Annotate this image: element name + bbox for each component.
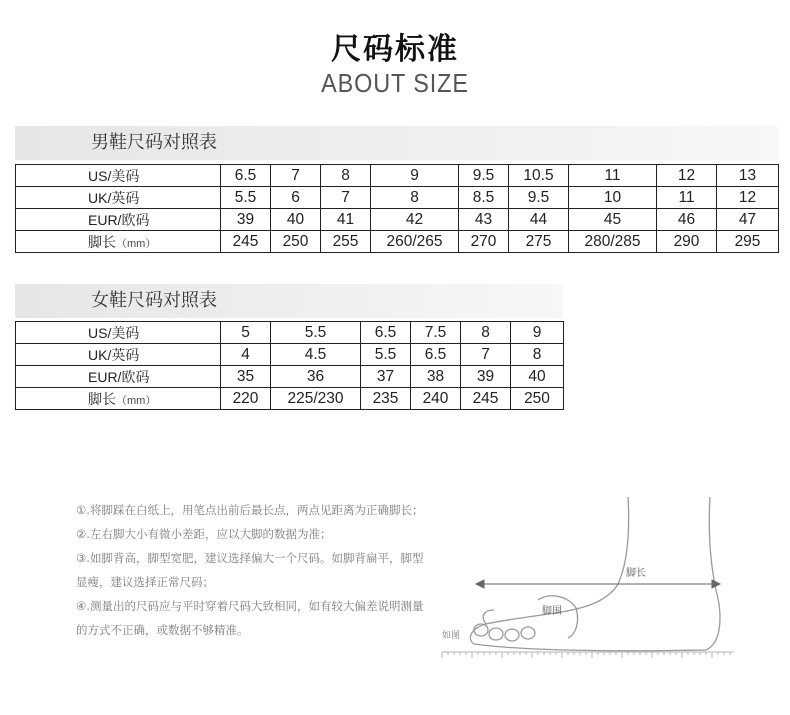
table-row: [16, 344, 564, 366]
size-cell: 39: [461, 366, 511, 388]
size-cell: 270: [459, 231, 509, 253]
size-cell: 290: [657, 231, 717, 253]
note-2: ②.左右脚大小有微小差距，应以大脚的数据为准；: [76, 527, 332, 541]
table-row: [16, 322, 564, 344]
size-cell: 42: [371, 209, 459, 231]
foot-measurement-diagram: [438, 492, 738, 662]
table-row: [16, 165, 779, 187]
table-row: [16, 209, 779, 231]
row-header: US/美码: [16, 322, 221, 344]
women-size-table: [15, 321, 564, 410]
foot-girth-label: 脚围: [542, 606, 562, 617]
page-title: 尺码标准: [331, 32, 459, 67]
ruler: [442, 652, 734, 658]
table-row: [16, 187, 779, 209]
size-cell: 8.5: [459, 187, 509, 209]
size-cell: 47: [717, 209, 779, 231]
measurement-notes: [76, 498, 426, 642]
size-cell: 43: [459, 209, 509, 231]
size-cell: 13: [717, 165, 779, 187]
row-header: EUR/欧码: [16, 366, 221, 388]
size-cell: 6.5: [411, 344, 461, 366]
size-cell: 9: [511, 322, 564, 344]
size-cell: 8: [371, 187, 459, 209]
size-cell: 41: [321, 209, 371, 231]
table-row: [16, 231, 779, 253]
size-cell: 8: [461, 322, 511, 344]
size-cell: 5.5: [361, 344, 411, 366]
note-1: ①.将脚踩在白纸上，用笔点出前后最长点，两点见距离为正确脚长；: [76, 503, 424, 517]
size-cell: 11: [569, 165, 657, 187]
men-size-chart-title: 男鞋尺码对照表: [15, 126, 778, 160]
size-cell: 280/285: [569, 231, 657, 253]
size-cell: 39: [221, 209, 271, 231]
size-cell: 40: [271, 209, 321, 231]
size-cell: 46: [657, 209, 717, 231]
size-cell: 5: [221, 322, 271, 344]
size-cell: 6.5: [221, 165, 271, 187]
size-cell: 4: [221, 344, 271, 366]
size-cell: 8: [511, 344, 564, 366]
size-cell: 245: [461, 388, 511, 410]
size-cell: 35: [221, 366, 271, 388]
foot-outline-icon: [470, 497, 720, 651]
row-header: US/美码: [16, 165, 221, 187]
table-row: [16, 388, 564, 410]
row-header: 脚长（mm）: [16, 388, 221, 410]
size-cell: 10: [569, 187, 657, 209]
size-cell: 9.5: [509, 187, 569, 209]
row-header: EUR/欧码: [16, 209, 221, 231]
women-size-chart-title: 女鞋尺码对照表: [15, 284, 563, 318]
row-header: 脚长（mm）: [16, 231, 221, 253]
size-cell: 8: [321, 165, 371, 187]
page-subtitle: ABOUT SIZE: [321, 68, 469, 98]
size-cell: 260/265: [371, 231, 459, 253]
foot-length-arrow: [476, 580, 720, 588]
size-cell: 12: [717, 187, 779, 209]
size-cell: 225/230: [271, 388, 361, 410]
size-cell: 295: [717, 231, 779, 253]
size-cell: 5.5: [271, 322, 361, 344]
note-4: ④.测量出的尺码应与平时穿着尺码大致相同，如有较大偏差说明测量的方式不正确，或数据不够精准。: [76, 599, 424, 637]
size-cell: 12: [657, 165, 717, 187]
size-cell: 275: [509, 231, 569, 253]
size-cell: 9: [371, 165, 459, 187]
note-3: ③.如脚背高，脚型宽肥，建议选择偏大一个尺码。如脚背扁平，脚型显瘦，建议选择正常尺码；: [76, 551, 424, 589]
size-cell: 40: [511, 366, 564, 388]
size-cell: 4.5: [271, 344, 361, 366]
size-cell: 7: [461, 344, 511, 366]
size-cell: 240: [411, 388, 461, 410]
diagram-footnote: 如图: [442, 631, 461, 641]
size-cell: 38: [411, 366, 461, 388]
size-cell: 11: [657, 187, 717, 209]
size-cell: 6.5: [361, 322, 411, 344]
size-cell: 255: [321, 231, 371, 253]
size-cell: 250: [511, 388, 564, 410]
size-cell: 44: [509, 209, 569, 231]
men-size-table: [15, 164, 779, 253]
size-cell: 235: [361, 388, 411, 410]
size-cell: 220: [221, 388, 271, 410]
size-cell: 250: [271, 231, 321, 253]
row-header: UK/英码: [16, 187, 221, 209]
size-cell: 36: [271, 366, 361, 388]
size-cell: 5.5: [221, 187, 271, 209]
size-cell: 245: [221, 231, 271, 253]
row-header: UK/英码: [16, 344, 221, 366]
size-cell: 45: [569, 209, 657, 231]
size-cell: 7: [271, 165, 321, 187]
size-cell: 7: [321, 187, 371, 209]
size-cell: 7.5: [411, 322, 461, 344]
foot-length-label: 脚长: [626, 568, 646, 579]
size-cell: 37: [361, 366, 411, 388]
size-cell: 10.5: [509, 165, 569, 187]
size-cell: 6: [271, 187, 321, 209]
size-cell: 9.5: [459, 165, 509, 187]
table-row: [16, 366, 564, 388]
